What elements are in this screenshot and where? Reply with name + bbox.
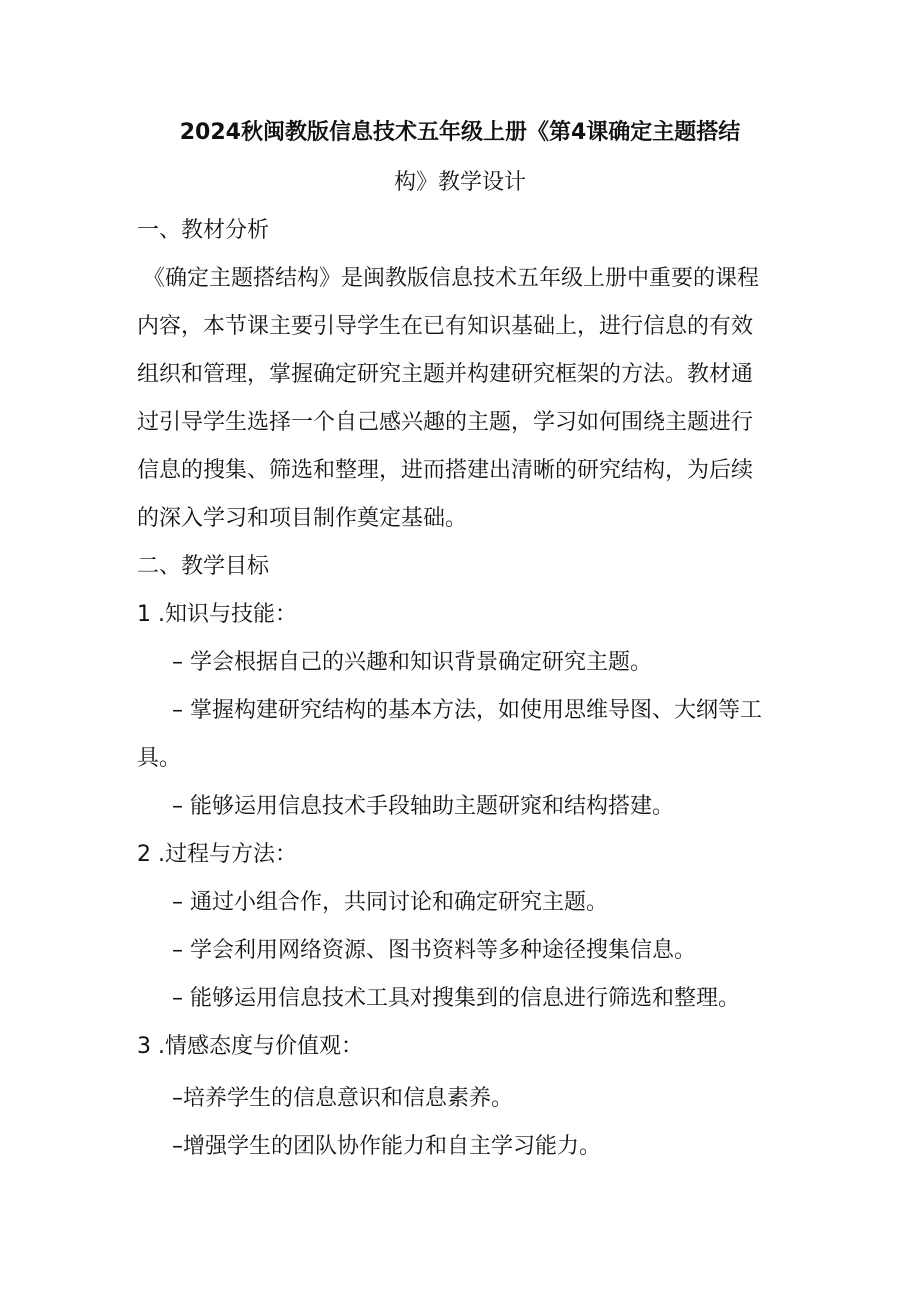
analysis-paragraph-line: 《确定主题搭结构》是闽教版信息技术五年级上册中重要的课程 <box>143 266 760 291</box>
goal-list-item: –培养学生的信息意识和信息素养。 <box>172 1086 514 1111</box>
analysis-paragraph-line: 的深入学习和项目制作奠定基础。 <box>137 506 468 531</box>
analysis-paragraph-line: 信息的搜集、筛选和整理，进而搭建出清晰的研究结构，为后续 <box>137 458 754 483</box>
goal-list-item: – 能够运用信息技术工具对搜集到的信息进行筛选和整理。 <box>172 986 740 1011</box>
goal-title-process-methods: 2 .过程与方法： <box>137 842 297 867</box>
analysis-paragraph-line: 过引导学生选择一个自己感兴趣的主题，学习如何围绕主题进行 <box>137 410 754 435</box>
analysis-paragraph-line: 组织和管理，掌握确定研究主题并构建研究框架的方法。教材通 <box>137 362 754 387</box>
goal-list-item: – 掌握构建研究结构的基本方法，如使用思维导图、大纲等工 <box>172 698 762 723</box>
goal-list-item: – 能够运用信息技术手段轴助主题研窕和结构搭建。 <box>172 794 674 819</box>
document-title-line-2: 构》教学设计 <box>393 170 526 195</box>
goal-list-item: – 学会根据自己的兴趣和知识背景确定研究主题。 <box>172 650 652 675</box>
goal-list-item: – 通过小组合作，共同讨论和确定研究主题。 <box>172 890 608 915</box>
goal-title-attitude-values: 3 .情感态度与价值观： <box>137 1034 363 1059</box>
section-heading-teaching-goals: 二、教学目标 <box>137 554 270 579</box>
analysis-paragraph-line: 内容，本节课主要引导学生在已有知识基础上，进行信息的有效 <box>137 314 754 339</box>
goal-list-item-continuation: 具。 <box>137 746 182 771</box>
goal-title-knowledge-skills: 1 .知识与技能： <box>137 602 297 627</box>
section-heading-textbook-analysis: 一、教材分析 <box>137 218 270 243</box>
goal-list-item: – 学会利用网络资源、图书资料等多种途径搜集信息。 <box>172 938 696 963</box>
document-title-line-1: 2024秋闽教版信息技术五年级上册《第4课确定主题搭结 <box>179 120 741 145</box>
goal-list-item: –增强学生的团队协作能力和自主学习能力。 <box>172 1134 602 1159</box>
